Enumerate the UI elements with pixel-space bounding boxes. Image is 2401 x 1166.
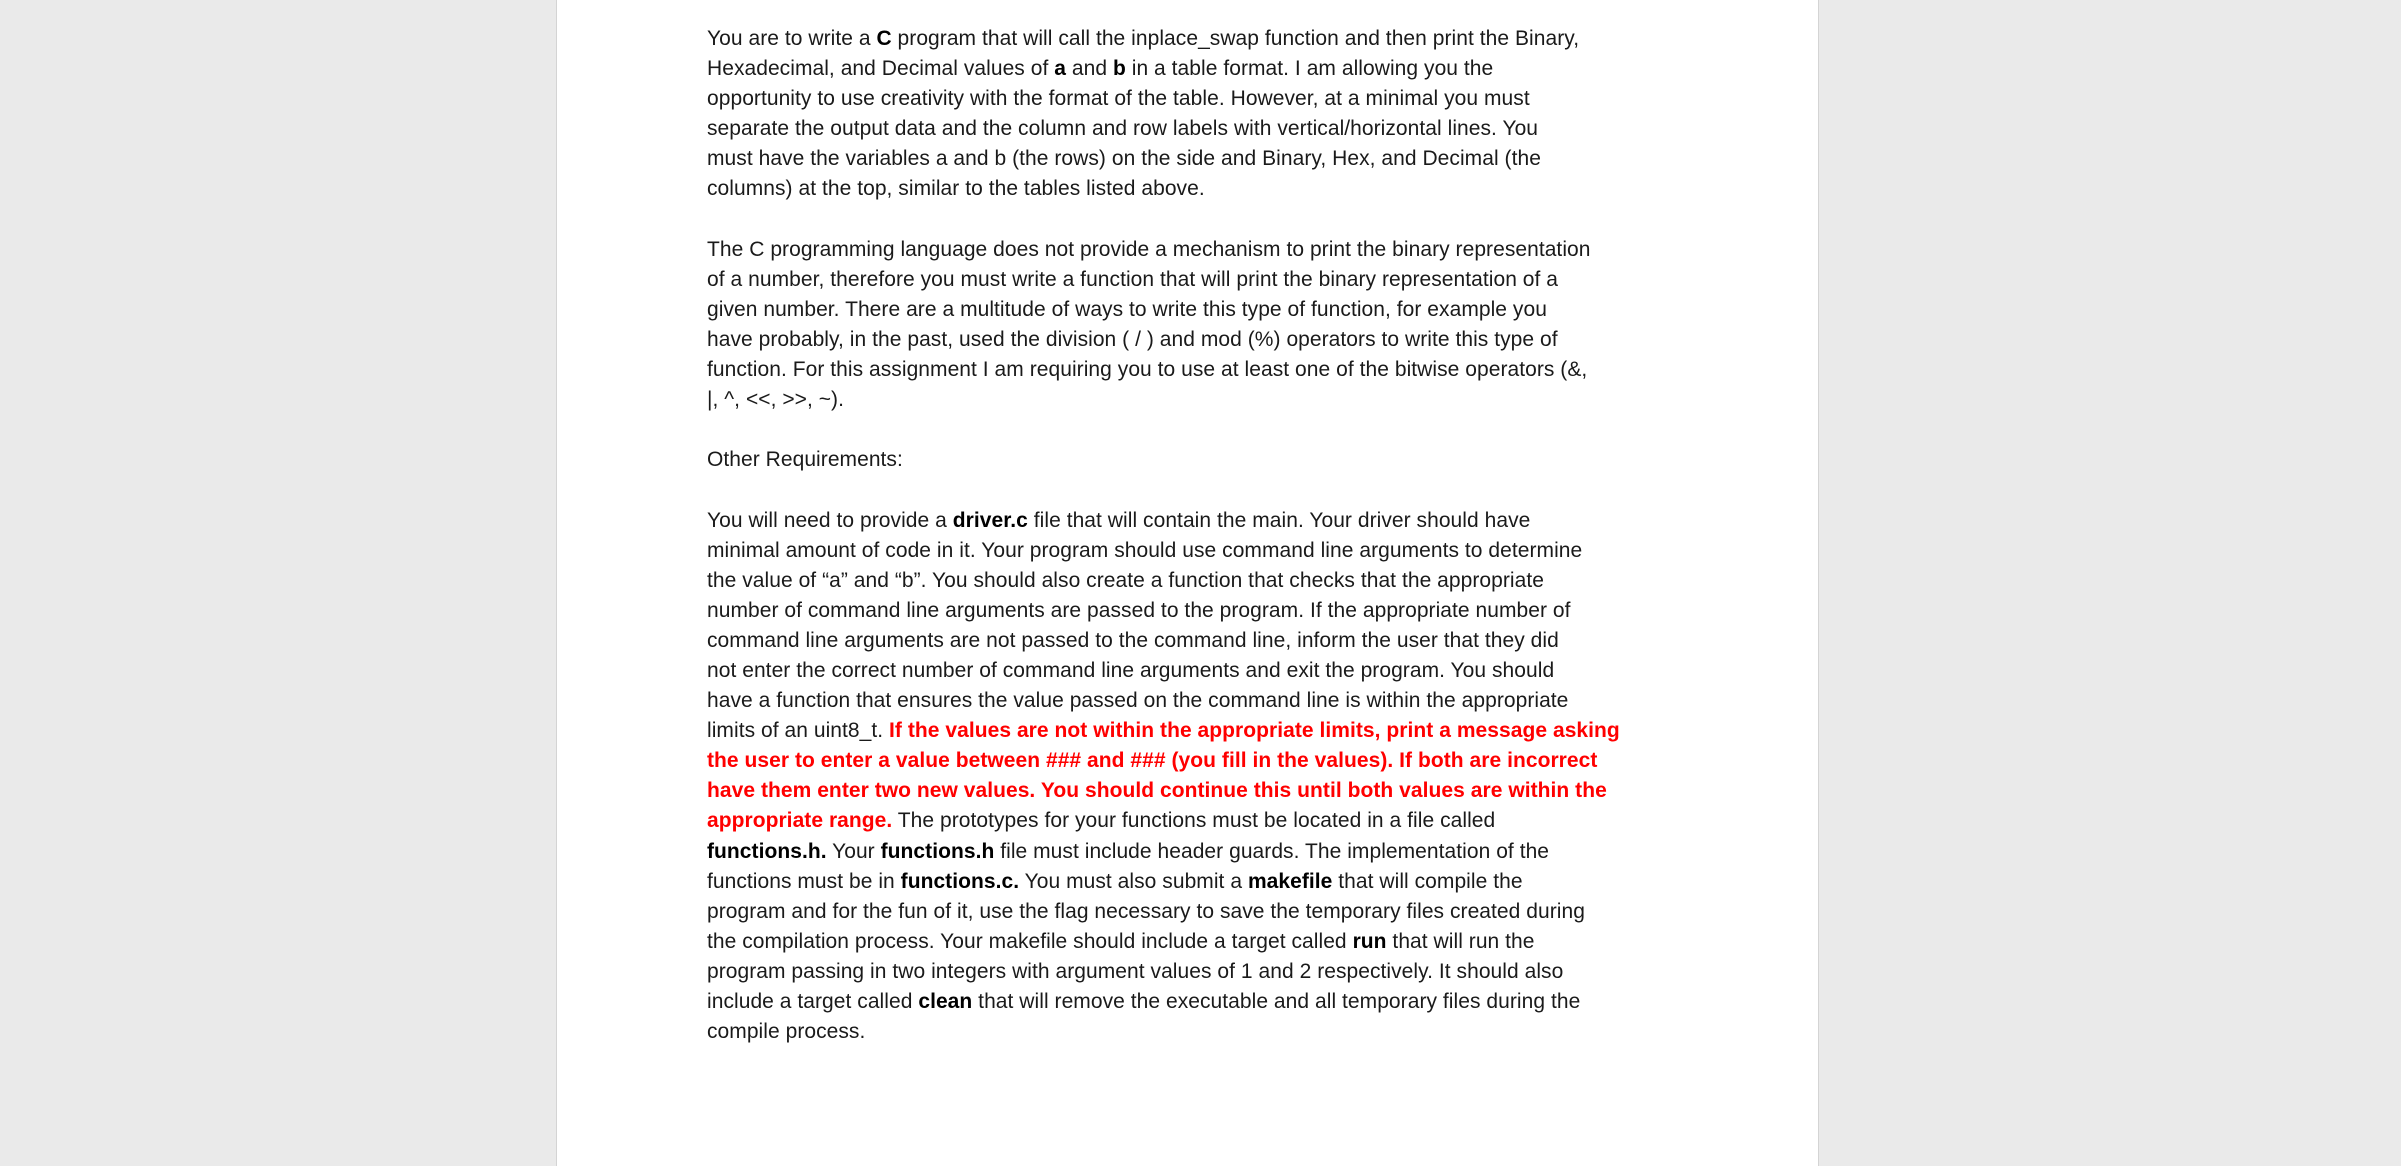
text-run: Other Requirements: <box>707 448 903 472</box>
bold-text: makefile <box>1247 869 1333 893</box>
bold-text: C <box>876 27 892 50</box>
bold-text: driver.c <box>952 508 1028 532</box>
text-run: command line arguments are not passed to the command line, inform the user that they did <box>707 628 1559 652</box>
text-run: Your <box>826 839 881 863</box>
text-line <box>707 295 1677 325</box>
bold-text: clean <box>918 990 973 1013</box>
paragraph-binary-function <box>707 235 1677 416</box>
highlighted-requirement-text: the user to enter a value between ### and ### (you fill in the values). If both are incorrect <box>707 749 1598 773</box>
text-run: You are to write a <box>707 27 877 50</box>
text-run: The C programming language does not provide a mechanism to print the binary representation <box>707 237 1591 261</box>
document-page <box>556 0 1819 1166</box>
text-line <box>707 927 1677 957</box>
text-run: given number. There are a multitude of ways to write this type of function, for example you <box>707 297 1547 321</box>
text-run: that will run the <box>1386 929 1535 953</box>
text-run: compile process. <box>707 1020 866 1044</box>
text-line <box>707 746 1677 776</box>
text-line <box>707 566 1677 596</box>
text-line <box>707 325 1677 355</box>
document-body <box>707 24 1677 1047</box>
text-line <box>707 656 1677 686</box>
text-line <box>707 445 1677 475</box>
text-run: |, ^, <<, >>, ~). <box>707 388 844 412</box>
text-run: Hexadecimal, and Decimal values of <box>707 57 1055 81</box>
text-line <box>707 776 1677 806</box>
text-line <box>707 1017 1677 1047</box>
text-line <box>707 686 1677 716</box>
highlighted-requirement-text: appropriate range. <box>707 809 893 833</box>
bold-text: functions.c. <box>900 869 1020 893</box>
text-line <box>707 837 1677 867</box>
highlighted-requirement-text: have them enter two new values. You should continue this until both values are within the <box>707 779 1607 803</box>
text-run: The prototypes for your functions must be located in a file called <box>892 809 1496 833</box>
text-line <box>707 174 1677 204</box>
text-run: functions must be in <box>707 869 901 893</box>
text-line <box>707 806 1677 836</box>
text-line <box>707 355 1677 385</box>
text-run: the compilation process. Your makefile should include a target called <box>707 929 1353 953</box>
text-run: file that will contain the main. Your driver should have <box>1027 508 1531 532</box>
text-line <box>707 84 1677 114</box>
text-run: number of command line arguments are passed to the program. If the appropriate number of <box>707 598 1571 622</box>
text-line <box>707 596 1677 626</box>
text-line <box>707 54 1677 84</box>
text-run: have probably, in the past, used the division ( / ) and mod (%) operators to write this type of <box>707 327 1558 351</box>
text-run: program passing in two integers with argument values of 1 and 2 respectively. It should also <box>707 959 1564 983</box>
bold-text: run <box>1352 929 1387 953</box>
text-line <box>707 716 1677 746</box>
text-run: program that will call the inplace_swap function and then print the Binary, <box>891 27 1580 50</box>
text-run: program and for the fun of it, use the flag necessary to save the temporary files created during <box>707 899 1585 923</box>
paragraph-table-format <box>707 24 1677 205</box>
text-run: have a function that ensures the value passed on the command line is within the appropriate <box>707 689 1569 713</box>
text-line <box>707 114 1677 144</box>
text-line <box>707 626 1677 656</box>
text-run: columns) at the top, similar to the tables listed above. <box>707 177 1205 201</box>
bold-text: a <box>1054 57 1066 81</box>
text-run: in a table format. I am allowing you the <box>1125 57 1494 81</box>
text-run: function. For this assignment I am requiring you to use at least one of the bitwise operators (&, <box>707 358 1588 382</box>
text-run: minimal amount of code in it. Your program should use command line arguments to determine <box>707 538 1583 562</box>
text-run: must have the variables a and b (the rows) on the side and Binary, Hex, and Decimal (the <box>707 147 1541 171</box>
bold-text: b <box>1112 57 1126 81</box>
text-line <box>707 235 1677 265</box>
text-run: file must include header guards. The implementation of the <box>994 839 1550 863</box>
text-line <box>707 24 1677 54</box>
text-line <box>707 867 1677 897</box>
bold-text: functions.h. <box>707 839 827 863</box>
text-run: that will remove the executable and all temporary files during the <box>972 990 1581 1013</box>
text-line <box>707 957 1677 987</box>
text-line <box>707 536 1677 566</box>
text-run: the value of “a” and “b”. You should also create a function that checks that the appropriate <box>707 568 1544 592</box>
text-run: separate the output data and the column and row labels with vertical/horizontal lines. You <box>707 117 1539 141</box>
text-line <box>707 265 1677 295</box>
text-run: that will compile the <box>1332 869 1523 893</box>
paragraph-driver-requirements <box>707 506 1677 1048</box>
text-run: not enter the correct number of command line arguments and exit the program. You should <box>707 658 1555 682</box>
text-line <box>707 897 1677 927</box>
text-run: opportunity to use creativity with the format of the table. However, at a minimal you must <box>707 87 1530 111</box>
text-line <box>707 385 1677 415</box>
text-run: include a target called <box>707 990 919 1013</box>
text-line <box>707 506 1677 536</box>
paragraph-other-requirements-heading <box>707 445 1677 475</box>
text-run: You must also submit a <box>1019 869 1248 893</box>
text-run: of a number, therefore you must write a function that will print the binary representation of a <box>707 267 1559 291</box>
highlighted-requirement-text: If the values are not within the appropriate limits, print a message asking <box>889 719 1620 743</box>
text-run: and <box>1065 57 1113 81</box>
bold-text: functions.h <box>880 839 995 863</box>
text-run: You will need to provide a <box>707 508 953 532</box>
text-run: limits of an uint8_t. <box>707 719 890 743</box>
text-line <box>707 987 1677 1017</box>
text-line <box>707 144 1677 174</box>
